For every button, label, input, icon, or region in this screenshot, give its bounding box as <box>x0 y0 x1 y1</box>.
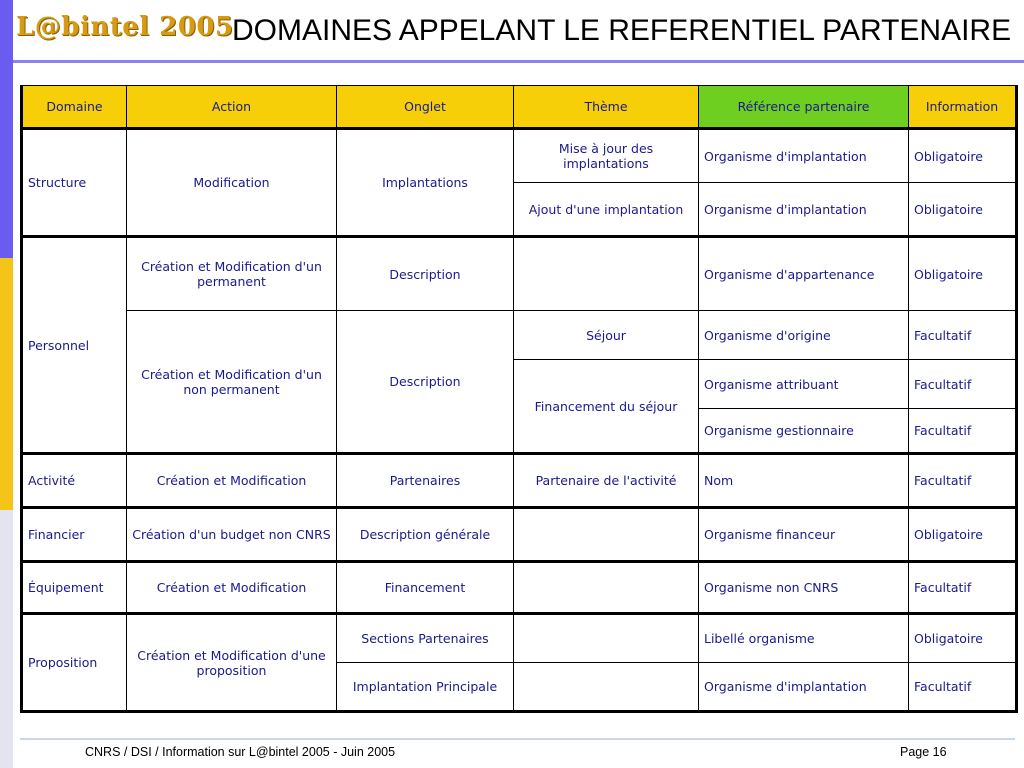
theme-cell <box>514 237 699 311</box>
reference-cell: Nom <box>699 454 909 508</box>
information-cell: Facultatif <box>909 409 1017 454</box>
table-row <box>22 508 1017 562</box>
domaine-cell: Équipement <box>22 562 127 614</box>
domaine-cell: Activité <box>22 454 127 508</box>
onglet-cell: Financement <box>337 562 514 614</box>
left-bar-grey <box>0 510 13 768</box>
information-cell: Facultatif <box>909 454 1017 508</box>
reference-cell: Organisme d'implantation <box>699 663 909 712</box>
information-cell: Obligatoire <box>909 129 1017 183</box>
partner-reference-table <box>20 85 1018 713</box>
table-row <box>22 237 1017 311</box>
reference-cell: Organisme d'appartenance <box>699 237 909 311</box>
onglet-cell: Implantation Principale <box>337 663 514 712</box>
action-cell: Création et Modification d'une proposition <box>127 614 337 712</box>
header-domaine: Domaine <box>22 86 127 129</box>
theme-cell: Ajout d'une implantation <box>514 183 699 237</box>
table-header-row <box>22 86 1017 129</box>
information-cell: Facultatif <box>909 663 1017 712</box>
header-onglet: Onglet <box>337 86 514 129</box>
theme-cell <box>514 663 699 712</box>
reference-cell: Organisme financeur <box>699 508 909 562</box>
table-row <box>22 311 1017 360</box>
left-bar-blue <box>0 0 13 258</box>
reference-cell: Organisme d'implantation <box>699 129 909 183</box>
reference-cell: Organisme non CNRS <box>699 562 909 614</box>
labintel-logo: L@bintel 2005 <box>16 12 234 42</box>
onglet-cell: Implantations <box>337 129 514 237</box>
domaine-cell: Structure <box>22 129 127 237</box>
information-cell: Facultatif <box>909 311 1017 360</box>
information-cell: Obligatoire <box>909 237 1017 311</box>
information-cell: Facultatif <box>909 562 1017 614</box>
theme-cell: Financement du séjour <box>514 360 699 454</box>
theme-cell: Séjour <box>514 311 699 360</box>
table-row <box>22 454 1017 508</box>
information-cell: Obligatoire <box>909 183 1017 237</box>
onglet-cell: Description <box>337 311 514 454</box>
action-cell: Création et Modification d'un non permanent <box>127 311 337 454</box>
footer-divider <box>20 738 1015 740</box>
action-cell: Création et Modification <box>127 562 337 614</box>
reference-cell: Organisme gestionnaire <box>699 409 909 454</box>
reference-cell: Organisme d'implantation <box>699 183 909 237</box>
footer-caption: CNRS / DSI / Information sur L@bintel 2005 - Juin 2005 <box>85 745 396 759</box>
domaine-cell: Proposition <box>22 614 127 712</box>
theme-cell: Partenaire de l'activité <box>514 454 699 508</box>
table-row <box>22 614 1017 663</box>
domaine-cell: Personnel <box>22 237 127 454</box>
action-cell: Création et Modification d'un permanent <box>127 237 337 311</box>
table-row <box>22 562 1017 614</box>
theme-cell: Mise à jour des implantations <box>514 129 699 183</box>
theme-cell <box>514 508 699 562</box>
page-title: DOMAINES APPELANT LE REFERENTIEL PARTENAIRE <box>232 14 1012 47</box>
header-reference-partenaire: Référence partenaire <box>699 86 909 129</box>
table-row <box>22 129 1017 183</box>
page-number: Page 16 <box>900 745 947 759</box>
header-theme: Thème <box>514 86 699 129</box>
header-information: Information <box>909 86 1017 129</box>
onglet-cell: Description générale <box>337 508 514 562</box>
information-cell: Facultatif <box>909 360 1017 409</box>
onglet-cell: Sections Partenaires <box>337 614 514 663</box>
action-cell: Modification <box>127 129 337 237</box>
reference-cell: Libellé organisme <box>699 614 909 663</box>
action-cell: Création d'un budget non CNRS <box>127 508 337 562</box>
theme-cell <box>514 562 699 614</box>
information-cell: Obligatoire <box>909 614 1017 663</box>
header-action: Action <box>127 86 337 129</box>
reference-cell: Organisme attribuant <box>699 360 909 409</box>
title-divider <box>13 60 1024 63</box>
onglet-cell: Description <box>337 237 514 311</box>
information-cell: Obligatoire <box>909 508 1017 562</box>
onglet-cell: Partenaires <box>337 454 514 508</box>
action-cell: Création et Modification <box>127 454 337 508</box>
reference-cell: Organisme d'origine <box>699 311 909 360</box>
theme-cell <box>514 614 699 663</box>
domaine-cell: Financier <box>22 508 127 562</box>
left-bar-yellow <box>0 258 13 510</box>
